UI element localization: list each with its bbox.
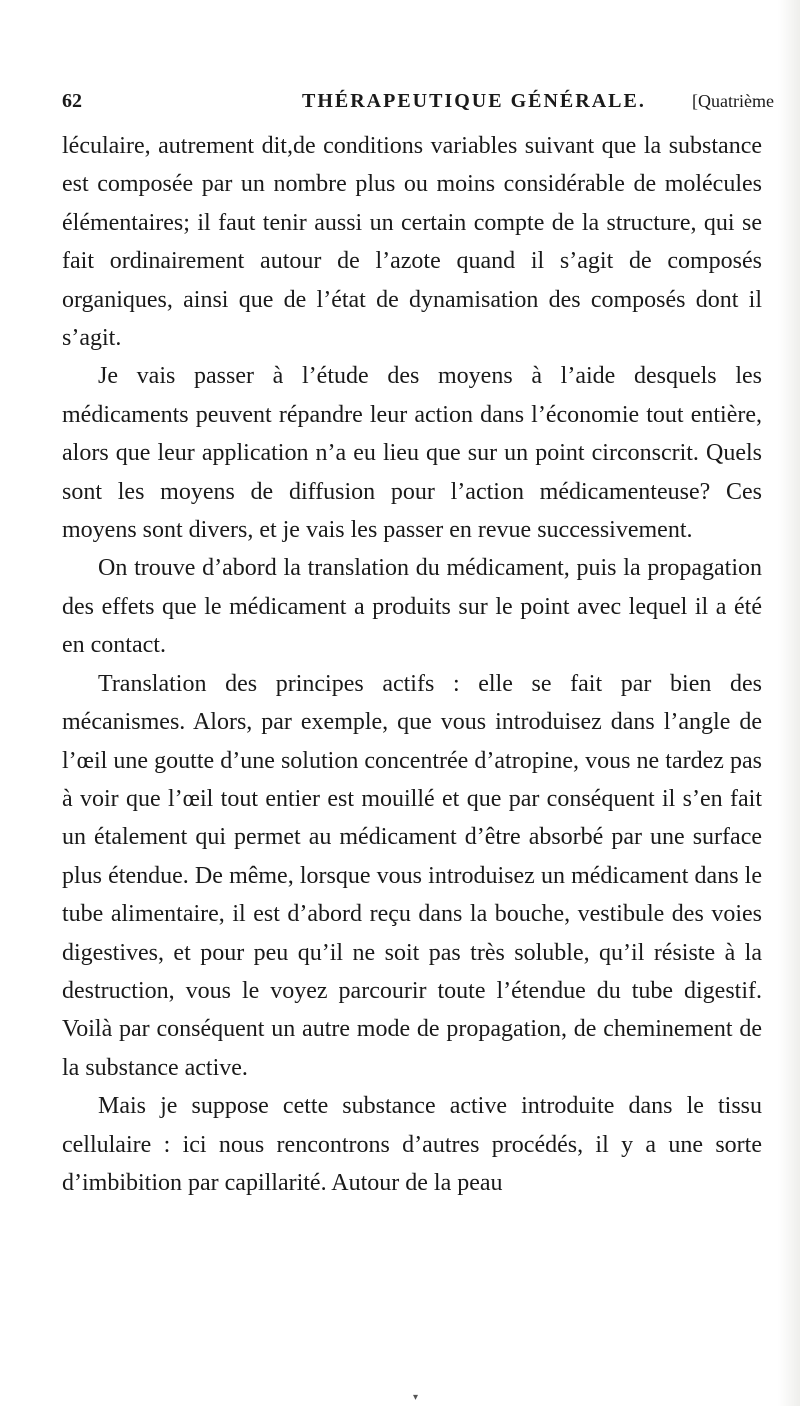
body-text	[62, 127, 762, 1202]
paragraph: Mais je suppose cette substance active introduite dans le tissu cellulaire : ici nous rencontrons d’autres procédés, il y a une sorte d’imbibition par capillarité. Autour de la peau	[62, 1093, 762, 1196]
scan-speck: ▾	[413, 1392, 419, 1403]
section-label: [Quatrième	[692, 91, 774, 111]
running-title: THÉRAPEUTIQUE GÉNÉRALE.	[302, 90, 646, 112]
paragraph: Translation des principes actifs : elle se fait par bien des mécanismes. Alors, par exemple, que vous introduisez dans l’angle de l’œil une goutte d’une solution concentrée d’atropine, vous ne tardez pas à voir que l’œil tout entier est mouillé et que par conséquent il s’en fait un étalement qui permet au médicament d’être absorbé par une surface plus étendue. De même, lorsque vous introduisez un médicament dans le tube alimentaire, il est d’abord reçu dans la bouche, vestibule des voies digestives, et pour peu qu’il ne soit pas très soluble, qu’il résiste à la destruction, vous le voyez parcourir toute l’étendue du tube digestif. Voilà par conséquent un autre mode de propagation, de cheminement de la substance active.	[62, 670, 762, 1081]
running-header	[62, 84, 774, 118]
paragraph-continued: léculaire, autrement dit,de conditions variables suivant que la substance est composée par un nombre plus ou moins considérable de molécules élémentaires; il faut tenir aussi un certain compte de la structure, qui se fait ordinairement autour de l’azote quand il s’agit de composés organiques, ainsi que de l’état de dynamisation des composés dont il s’agit.	[62, 133, 762, 352]
paragraph: On trouve d’abord la translation du médicament, puis la propagation des effets que le médicament a produits sur le point avec lequel il a été en contact.	[62, 555, 762, 659]
paragraph: Je vais passer à l’étude des moyens à l’aide desquels les médicaments peuvent répandre leur action dans l’économie tout entière, alors que leur application n’a eu lieu que sur un point circonscrit. Quels sont les moyens de diffusion pour l’action médicamenteuse? Ces moyens sont divers, et je vais les passer en revue successivement.	[62, 363, 762, 544]
page-edge-shadow	[778, 0, 800, 1406]
page-number: 62	[62, 90, 82, 112]
